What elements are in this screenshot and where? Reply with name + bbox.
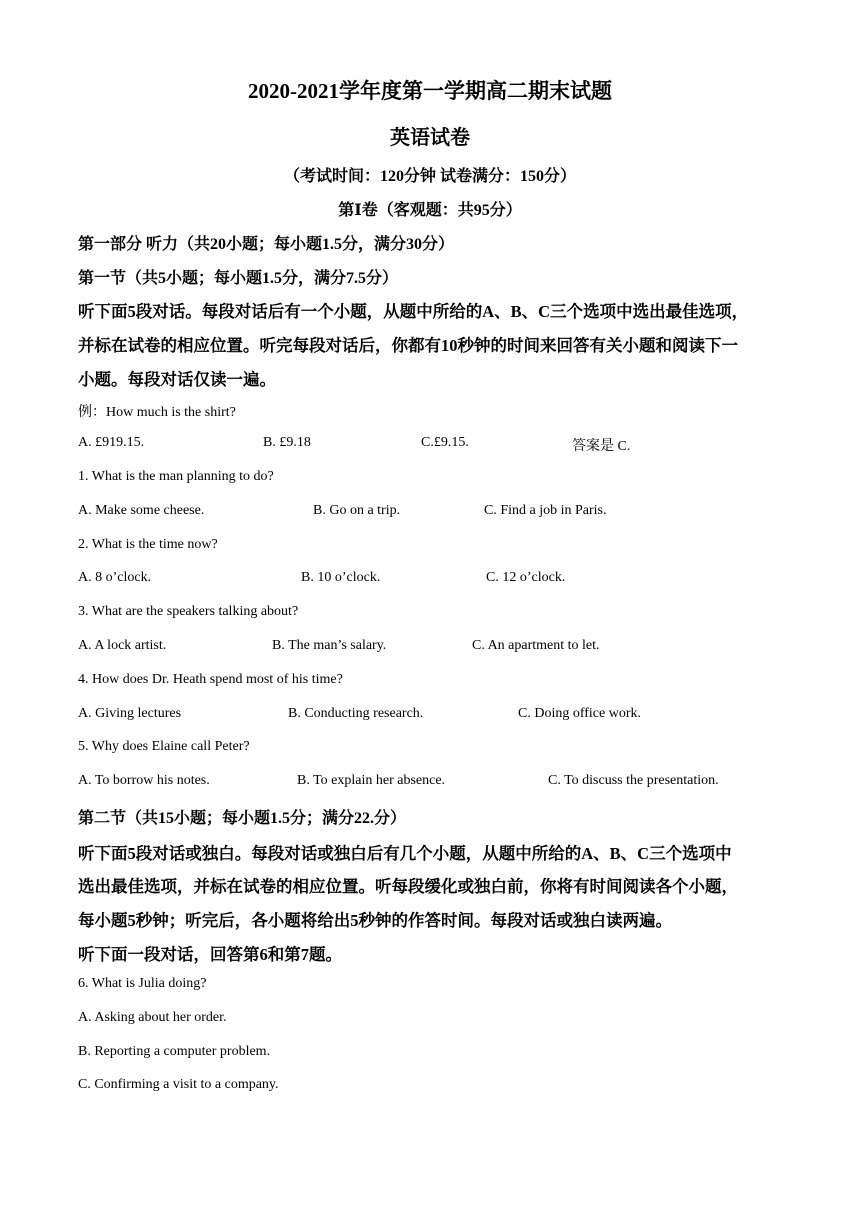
section1-instruction-line-1: 听下面5段对话。每段对话后有一个小题，从题中所给的A、B、C三个选项中选出最佳选项， [78,302,749,321]
exam-subtitle: 英语试卷 [390,127,470,149]
q6-option-a: A. Asking about her order. [78,1010,227,1025]
question-5: 5. Why does Elaine call Peter? [78,739,250,754]
q4-option-a: A. Giving lectures [78,706,182,721]
question-4: 4. How does Dr. Heath spend most of his time? [78,672,343,687]
exam-title: 2020-2021学年度第一学期高二期末试题 [248,79,612,103]
volume-heading: 第Ⅰ卷（客观题：共95分） [338,202,522,219]
q6-option-b: B. Reporting a computer problem. [78,1044,271,1059]
dialog-intro: 听下面一段对话，回答第6和第7题。 [78,945,342,964]
question-6: 6. What is Julia doing? [78,976,207,991]
q4-option-b: B. Conducting research. [288,706,424,721]
section1-heading: 第一节（共5小题；每小题1.5分，满分7.5分） [78,270,399,287]
q1-option-c: C. Find a job in Paris. [484,503,607,518]
q3-option-b: B. The man’s salary. [272,638,387,653]
example-option-a: A. £919.15. [78,435,145,450]
section1-instruction-line-2: 并标在试卷的相应位置。听完每段对话后，你都有10秒钟的时间来回答有关小题和阅读下一 [78,336,738,355]
section1-instruction-line-3: 小题。每段对话仅读一遍。 [78,370,276,389]
q5-option-a: A. To borrow his notes. [78,773,210,788]
section2-heading: 第二节（共15小题；每小题1.5分；满分22.分） [78,810,407,827]
q6-option-c: C. Confirming a visit to a company. [78,1077,279,1092]
q5-option-b: B. To explain her absence. [297,773,446,788]
question-3: 3. What are the speakers talking about? [78,604,299,619]
q3-option-c: C. An apartment to let. [472,638,600,653]
q5-option-c: C. To discuss the presentation. [548,773,719,788]
example-option-c: C.£9.15. [421,435,469,450]
q1-option-a: A. Make some cheese. [78,503,205,518]
q2-option-a: A. 8 o’clock. [78,570,152,585]
example-answer: 答案是 C. [572,439,631,454]
question-2: 2. What is the time now? [78,537,218,552]
example-option-b: B. £9.18 [263,435,311,450]
q2-option-c: C. 12 o’clock. [486,570,566,585]
exam-info: （考试时间：120分钟 试卷满分：150分） [283,168,576,185]
part1-heading: 第一部分 听力（共20小题；每小题1.5分，满分30分） [78,236,455,253]
section2-instruction-line-2: 选出最佳选项，并标在试卷的相应位置。听每段缓化或独白前，你将有时间阅读各个小题， [78,877,738,896]
q4-option-c: C. Doing office work. [518,706,641,721]
section2-instruction-line-3: 每小题5秒钟；听完后，各小题将给出5秒钟的作答时间。每段对话或独白读两遍。 [78,911,672,930]
q2-option-b: B. 10 o’clock. [301,570,381,585]
example-question: 例：How much is the shirt? [78,405,236,420]
q1-option-b: B. Go on a trip. [313,503,401,518]
section2-instruction-line-1: 听下面5段对话或独白。每段对话或独白后有几个小题，从题中所给的A、B、C三个选项中 [78,844,732,863]
question-1: 1. What is the man planning to do? [78,469,274,484]
q3-option-a: A. A lock artist. [78,638,167,653]
